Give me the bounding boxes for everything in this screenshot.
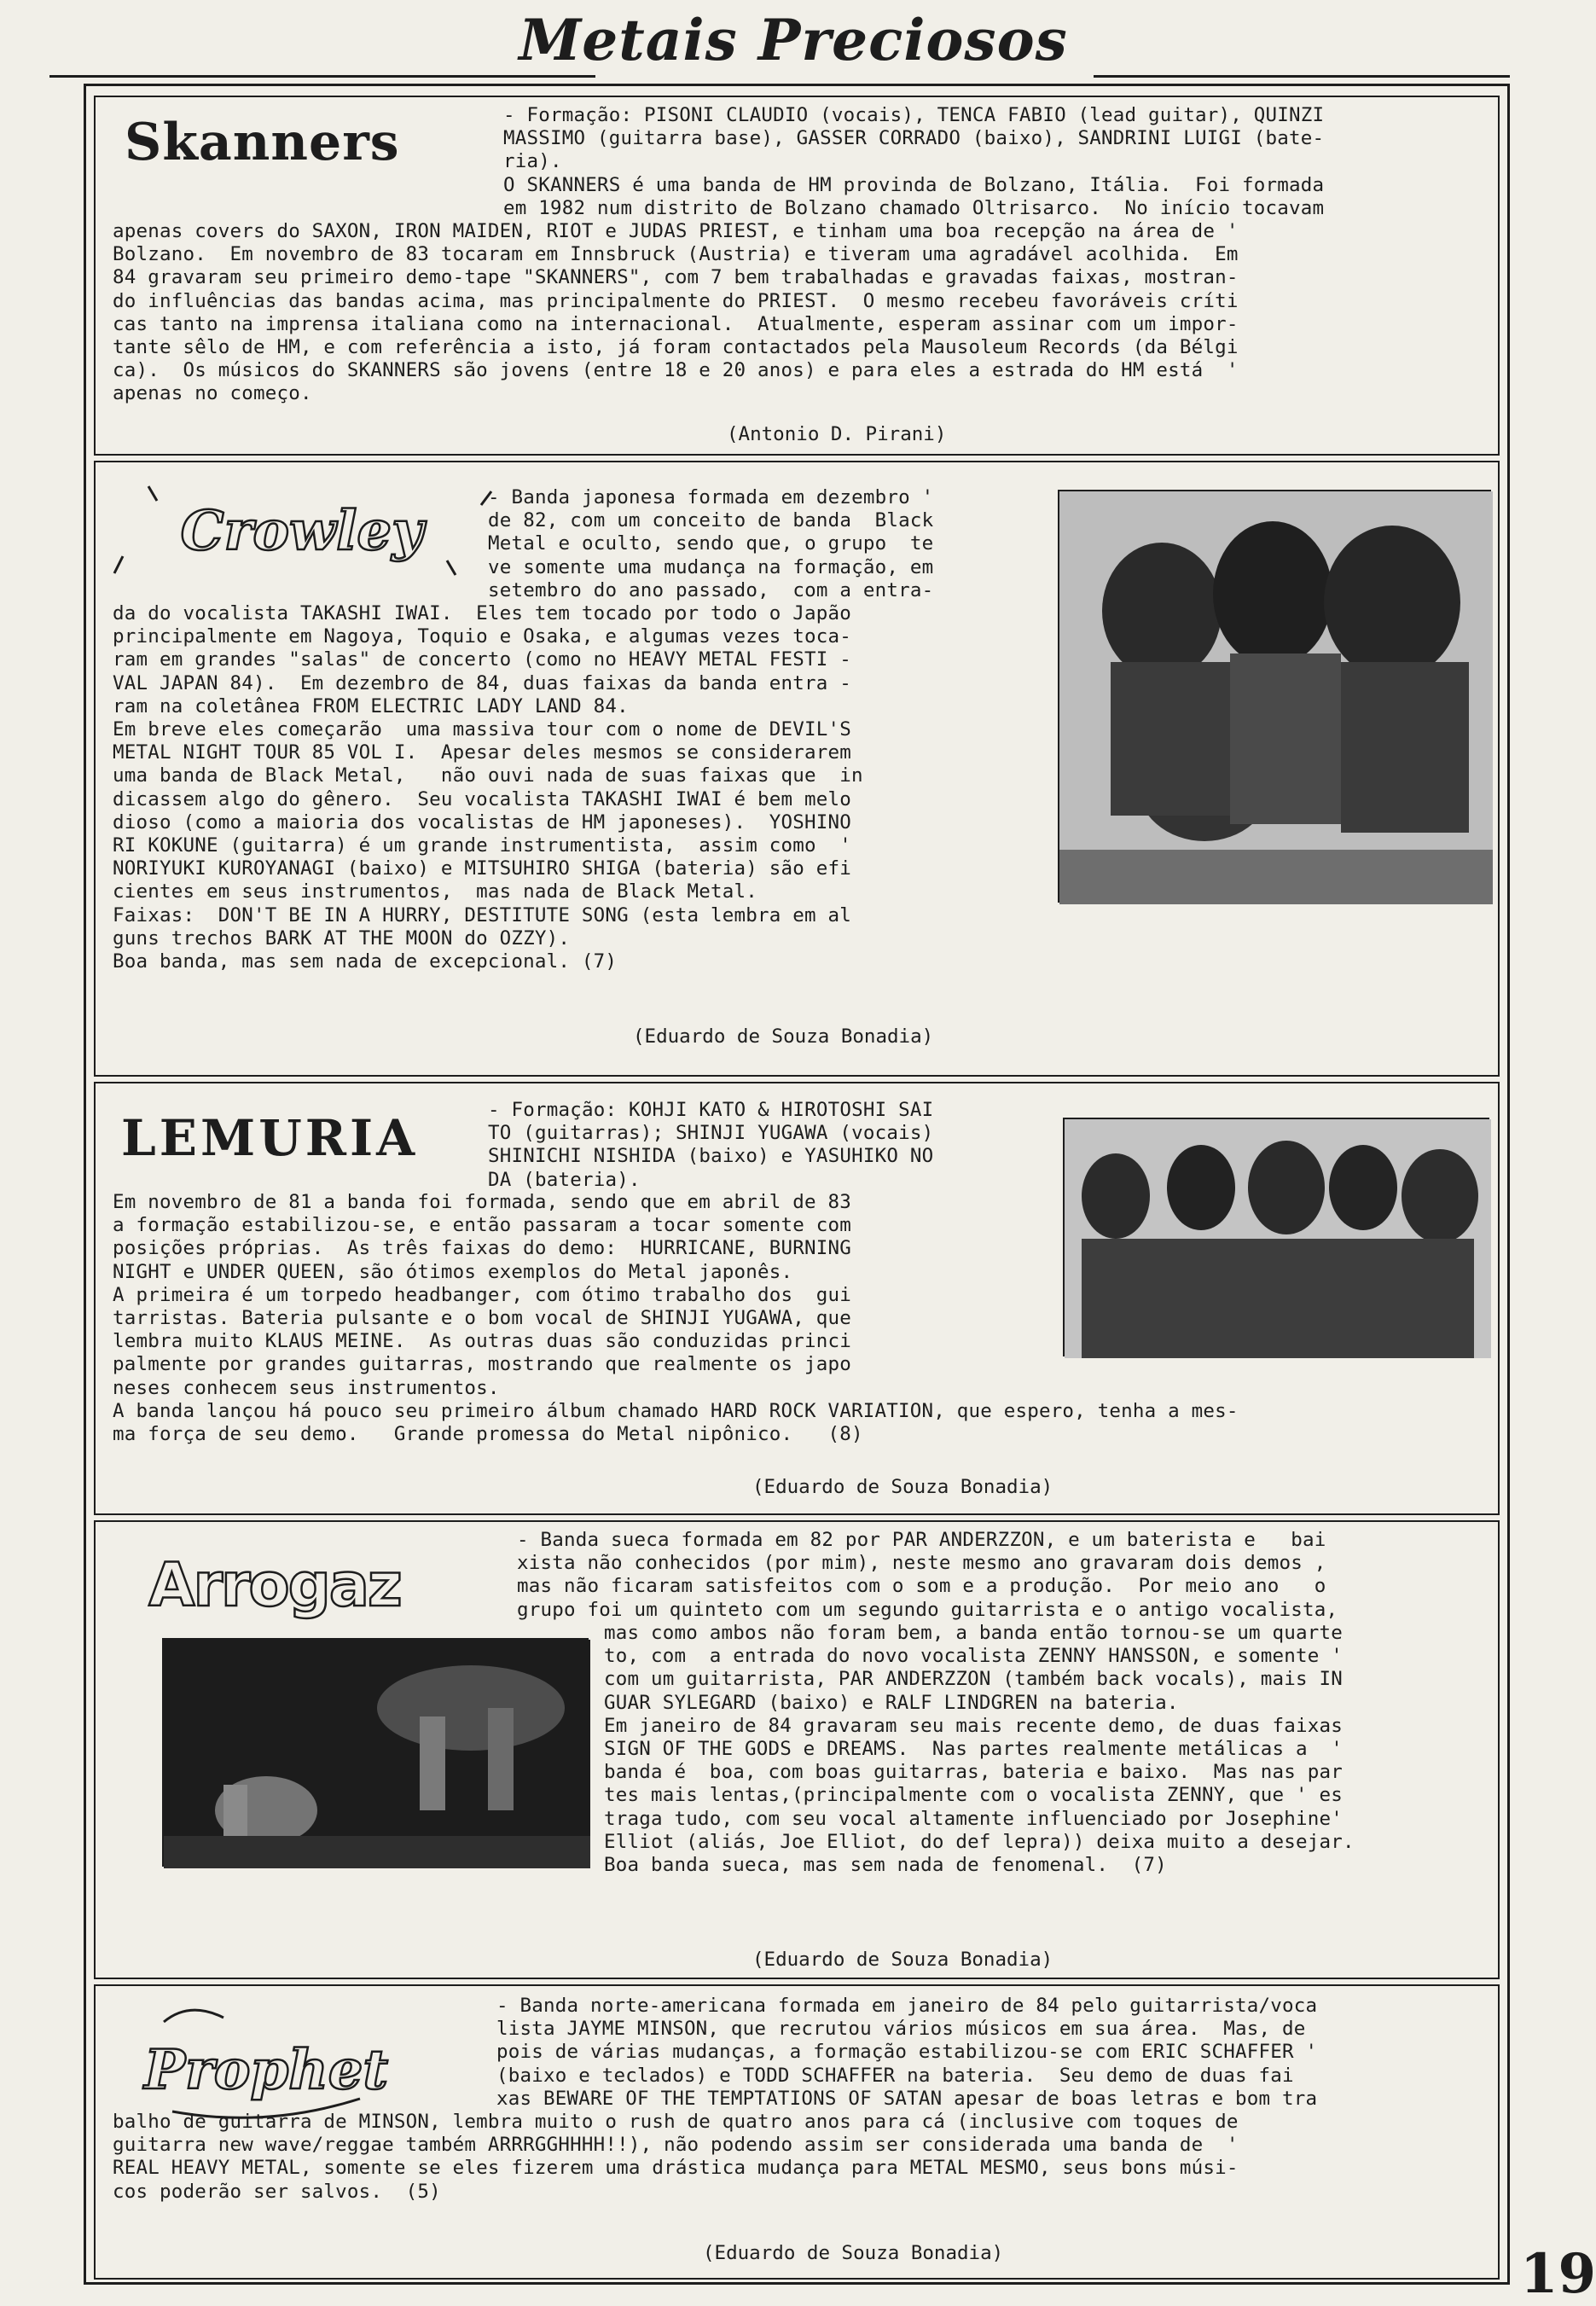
article-text: - Banda japonesa formada em dezembro ' de 82, com um conceito de banda Black Metal e oculto, sendo que, o grupo te ve somente uma mudança na formação, em setembro do ano passado, com a entra- — [488, 486, 934, 601]
article-text-lower: da do vocalista TAKASHI IWAI. Eles tem tocado por todo o Japão principalmente em Nagoya, Toquio e Osaka, e algumas vezes toca- ram em grandes "salas" de concerto (como no HEAVY METAL FESTI - VAL JAPAN 84). Em dezembro de 84, duas faixas da banda entra - ram na coletânea FROM ELECTRIC LADY LAND 84. Em breve eles começarão uma massiva tour com o nome de DEVIL'S METAL NIGHT TOUR 85 VOL I. Apesar deles mesmos se considerarem uma banda de Black Metal, não ouvi nada de suas faixas que in dicassem algo do gênero. Seu vocalista TAKASHI IWAI é bem melo dioso (como a maioria dos vocalistas de HM japoneses). YOSHINO RI KOKUNE (guitarra) é um grande instrumentista, assim como ' NORIYUKI KUROYANAGI (baixo) e MITSUHIRO SHIGA (bateria) são efi cientes em seus instrumentos, mas nada de Black Metal. Faixas: DON'T BE IN A HURRY, DESTITUTE SONG (esta lembra em al guns trechos BARK AT THE MOON do OZZY). Boa banda, mas sem nada de excepcional. (7) — [113, 602, 863, 973]
article-text: - Formação: PISONI CLAUDIO (vocais), TENCA FABIO (lead guitar), QUINZI MASSIMO (guitarra base), GASSER CORRADO (baixo), SANDRINI LUIGI (bate- ria). O SKANNERS é uma banda de HM provinda de Bolzano, Itália. Foi formada em 1982 num distrito de Bolzano chamado Oltrisarco. No início tocavam — [503, 104, 1325, 219]
author-credit: (Antonio D. Pirani) — [727, 423, 947, 445]
article-text-lower: balho de guitarra de MINSON, lembra muito o rush de quatro anos para cá (inclusive com toques de guitarra new wave/reggae também ARRRGGHHHH!!), não podendo assim ser considerada uma banda de ' REAL HEAVY METAL, somente se eles fizerem uma drástica mudança para METAL MESMO, seus bons músi- cos poderão ser salvos. (5) — [113, 2111, 1239, 2203]
article-text: - Banda norte-americana formada em janeiro de 84 pelo guitarrista/voca lista JAYME MINSON, que recrutou vários músicos em sua área. Mas, de pois de várias mudanças, a formação estabilizou-se com ERIC SCHAFFER ' (baixo e teclados) e TODD SCHAFFER na bateria. Seu demo de duas fai xas BEWARE OF THE TEMPTATIONS OF SATAN apesar de boas letras e bom tra — [496, 1995, 1318, 2110]
band-logo-arrogaz — [147, 1539, 403, 1624]
arrogaz-logo-graphic — [147, 1539, 403, 1624]
band-logo-lemuria: LEMURIA — [121, 1109, 419, 1167]
band-photo-arrogaz — [162, 1638, 589, 1867]
photo-placeholder — [1059, 491, 1493, 904]
band-photo-crowley — [1058, 490, 1491, 903]
section-crowley — [94, 461, 1500, 1077]
author-credit: (Eduardo de Souza Bonadia) — [633, 1025, 934, 1048]
title-rule-left — [49, 75, 595, 78]
page-title: Metais Preciosos — [519, 7, 1068, 73]
svg-text:Prophet: Prophet — [143, 2038, 389, 2102]
photo-placeholder — [164, 1640, 590, 1868]
author-credit: (Eduardo de Souza Bonadia) — [703, 2242, 1004, 2264]
section-prophet — [94, 1984, 1500, 2280]
band-photo-lemuria — [1063, 1118, 1489, 1356]
article-text-right: mas como ambos não foram bem, a banda então tornou-se um quarte to, com a entrada do novo vocalista ZENNY HANSSON, e somente ' com um guitarrista, PAR ANDERZZON (também back vocals), mais IN GUAR SYLEGARD (baixo) e RALF LINDGREN na bateria. Em janeiro de 84 gravaram seu mais recente demo, de duas faixas SIGN OF THE GODS e DREAMS. Nas partes realmente metálicas a ' banda é boa, com boas guitarras, bateria e baixo. Mas nas par tes mais lentas,(principalmente com o vocalista ZENNY, que ' es traga tudo, com seu vocal altamente influenciado por Josephine' Elliot (aliás, Joe Elliot, do def lepra)) deixa muito a desejar. Boa banda sueca, mas sem nada de fenomenal. (7) — [604, 1622, 1355, 1877]
photo-placeholder — [1065, 1119, 1491, 1358]
title-rule-right — [1094, 75, 1510, 78]
section-arrogaz — [94, 1520, 1500, 1979]
section-skanners — [94, 96, 1500, 456]
crowley-logo-graphic — [106, 479, 498, 582]
band-logo-crowley — [106, 479, 498, 582]
svg-text:Arrogaz: Arrogaz — [148, 1550, 401, 1620]
section-lemuria — [94, 1082, 1500, 1515]
article-text-lower: Em novembro de 81 a banda foi formada, sendo que em abril de 83 a formação estabilizou-se, e então passaram a tocar somente com posições próprias. As três faixas do demo: HURRICANE, BURNING NIGHT e UNDER QUEEN, são ótimos exemplos do Metal japonês. A primeira é um torpedo headbanger, com ótimo trabalho dos gui tarristas. Bateria pulsante e o bom vocal de SHINJI YUGAWA, que lembra muito KLAUS MEINE. As outras duas são conduzidas princi palmente por grandes guitarras, mostrando que realmente os japo neses conhecem seus instrumentos. A banda lançou há pouco seu primeiro álbum chamado HARD ROCK VARIATION, que espero, tenha a mes- ma força de seu demo. Grande promessa do Metal nipônico. (8) — [113, 1191, 1239, 1446]
article-text-full: apenas covers do SAXON, IRON MAIDEN, RIOT e JUDAS PRIEST, e tinham uma boa recepção na área de ' Bolzano. Em novembro de 83 tocaram em Innsbruck (Austria) e tiveram uma agradável acolhida. Em 84 gravaram seu primeiro demo-tape "SKANNERS", com 7 bem trabalhadas e gravadas faixas, mostran- do influências das bandas acima, mas principalmente do PRIEST. O mesmo recebeu favoráveis críti cas tanto na imprensa italiana como na internacional. Atualmente, esperam assinar com um impor- tante sêlo de HM, e com referência a isto, já foram contactados pela Mausoleum Records (da Bélgi ca). Os músicos do SKANNERS são jovens (entre 18 e 20 anos) e para eles a estrada do HM está ' apenas no começo. — [113, 220, 1239, 405]
article-text: - Formação: KOHJI KATO & HIROTOSHI SAI TO (guitarras); SHINJI YUGAWA (vocais) SHINICHI NISHIDA (baixo) e YASUHIKO NO DA (bateria). — [488, 1099, 934, 1191]
author-credit: (Eduardo de Souza Bonadia) — [752, 1476, 1053, 1498]
article-text: - Banda sueca formada em 82 por PAR ANDERZZON, e um baterista e bai xista não conhecidos (por mim), neste mesmo ano gravaram dois demos , mas não ficaram satisfeitos com o som e a produção. Por meio ano o grupo foi um quinteto com um segundo guitarrista e o antigo vocalista, — [517, 1529, 1338, 1621]
page-number: 19 — [1520, 2242, 1596, 2306]
svg-text:Crowley: Crowley — [180, 499, 424, 563]
author-credit: (Eduardo de Souza Bonadia) — [752, 1949, 1053, 1971]
band-logo-skanners: Skanners — [125, 113, 400, 172]
